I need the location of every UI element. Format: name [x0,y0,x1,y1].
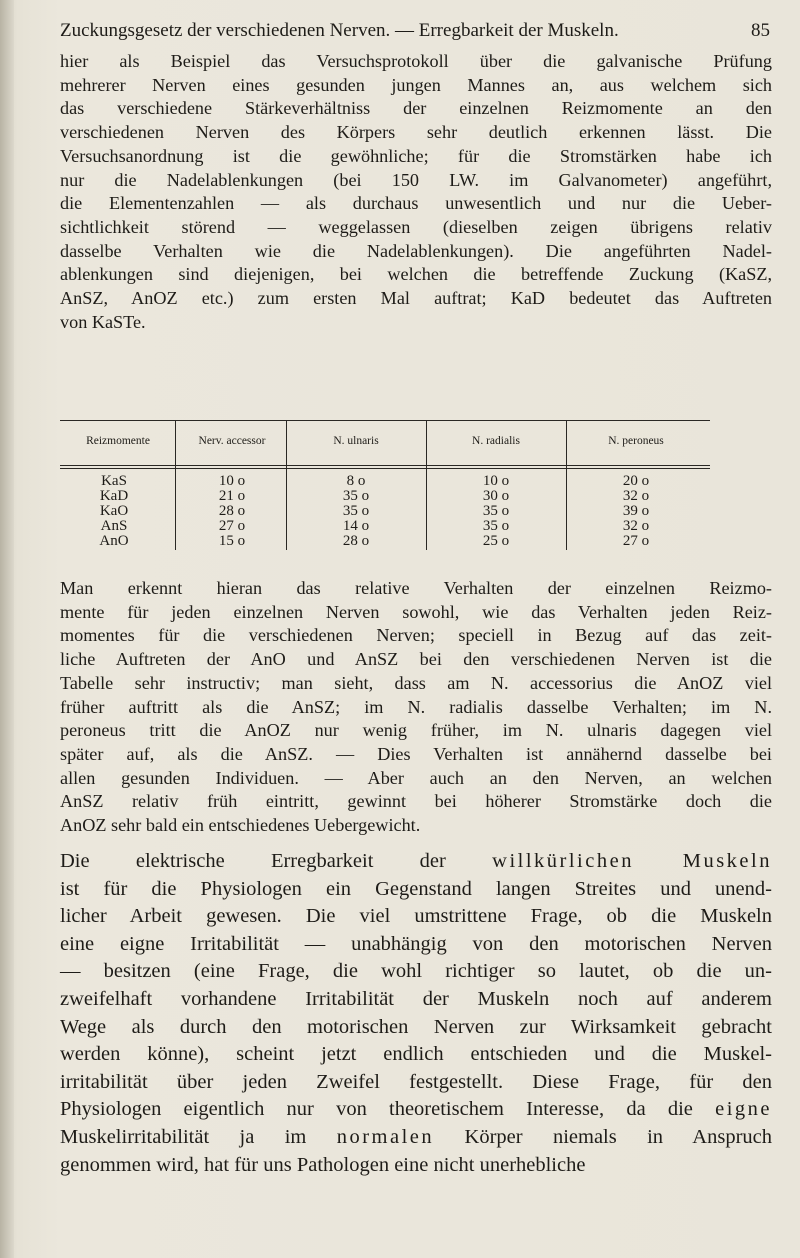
table-cell: 35 o [482,518,510,534]
text-line: — besitzen (eine Frage, die wohl richtiger so lautet, ob die un- [60,960,772,983]
text-line: die Elementenzahlen — als durchaus unwesentlich und nur die Ueber- [60,193,772,214]
table-cell: 39 o [622,503,650,519]
text-fragment: Körper niemals in Anspruch [434,1125,772,1148]
text-line: nur die Nadelablenkungen (bei 150 LW. im Galvanometer) angeführt, [60,169,772,190]
text-line: zweifelhaft vorhandene Irritabilität der Muskeln noch auf anderem [60,987,772,1010]
text-line: momentes für die verschiedenen Nerven; speciell in Bezug auf das zeit- [60,625,772,646]
table-cell: 15 o [218,533,246,549]
text-line [60,1124,772,1152]
text-line [60,848,772,876]
table-cell: 10 o [218,473,246,489]
running-header [60,20,770,42]
emphasized-text: eigne [715,1098,772,1121]
table-cell: 35 o [342,503,370,519]
table-cell: 35 o [482,503,510,519]
table-cell: KaD [99,488,129,504]
column-header: Reizmomente [86,435,150,447]
text-line: eine eigne Irritabilität — unabhängig von den motorischen Nerven [60,932,772,955]
column-header: N. radialis [472,435,520,447]
text-fragment: Die elektrische Erregbarkeit der [60,850,493,872]
table-cell: 27 o [622,533,650,549]
text-line: mente für jeden einzelnen Nerven sowohl, wie das Verhalten jeden Reiz- [60,601,772,622]
column-divider [175,420,176,550]
table-cell: AnS [100,518,128,534]
paragraph-analysis [60,577,772,838]
text-line: ablenkungen sind diejenigen, bei welchen die betreffende Zuckung (KaSZ, [60,264,772,285]
text-line: liche Auftreten der AnO und AnSZ bei den verschiedenen Nerven ist die [60,649,772,670]
text-line: mehrerer Nerven eines gesunden jungen Mannes an, aus welchem sich [60,74,772,95]
paragraph-muscle-excitability [60,848,772,1179]
column-divider [566,420,567,550]
text-line: dasselbe Verhalten wie die Nadelablenkungen). Die angeführten Nadel- [60,240,772,261]
text-line: früher auftritt als die AnSZ; im N. radialis dasselbe Verhalten; im N. [60,696,772,717]
text-line: von KaSTe. [60,311,146,332]
emphasized-text: normalen [336,1125,435,1148]
column-header: N. ulnaris [333,435,379,447]
column-header: N. peroneus [608,435,664,447]
text-line: verschiedenen Nerven des Körpers sehr deutlich erkennen lässt. Die [60,122,772,143]
table-cell: 30 o [482,488,510,504]
text-line: Man erkennt hieran das relative Verhalten der einzelnen Reizmo- [60,578,772,598]
text-line: licher Arbeit gewesen. Die viel umstrittene Frage, ob die Muskeln [60,905,772,928]
text-line: hier als Beispiel das Versuchsprotokoll über die galvanische Prüfung [60,51,772,71]
text-fragment: Muskelirritabilität ja im [60,1125,337,1148]
table-cell: 28 o [342,533,370,549]
text-line: das verschiedene Stärkeverhältniss der einzelnen Reizmomente an den [60,98,772,119]
text-line: AnSZ, AnOZ etc.) zum ersten Mal auftrat; KaD bedeutet das Auftreten [60,288,772,309]
table-cell: KaO [99,503,129,519]
emphasized-text: willkürlichen Muskeln [492,850,772,872]
text-line: genommen wird, hat für uns Pathologen eine nicht unerhebliche [60,1153,586,1176]
text-line: allen gesunden Individuen. — Aber auch an den Nerven, an welchen [60,767,772,788]
table-header-rule [60,465,710,469]
table-cell: 27 o [218,518,246,534]
table-cell: KaS [101,473,127,489]
table-cell: 8 o [346,473,366,489]
stimulus-table [60,420,710,550]
running-title: Zuckungsgesetz der verschiedenen Nerven. — Erregbarkeit der Muskeln. [60,20,619,41]
table-cell: 21 o [218,488,246,504]
text-line: Wege als durch den motorischen Nerven zur Wirksamkeit gebracht [60,1015,772,1038]
text-fragment: Physiologen eigentlich nur von theoretischem Interesse, da die [60,1098,716,1121]
table-cell: 14 o [342,518,370,534]
binding-edge [0,0,14,1258]
paragraph-intro [60,50,772,334]
column-header: Nerv. accessor [198,435,266,447]
column-divider [426,420,427,550]
text-line: ist für die Physiologen ein Gegenstand langen Streites und unend- [60,877,772,900]
text-line: später auf, als die AnSZ. — Dies Verhalten ist annähernd dasselbe bei [60,743,772,764]
text-line: peroneus tritt die AnOZ nur wenig früher, im N. ulnaris dagegen viel [60,720,772,741]
text-line: AnOZ sehr bald ein entschiedenes Uebergewicht. [60,815,421,836]
text-line [60,1096,772,1124]
column-divider [286,420,287,550]
table-cell: 28 o [218,503,246,519]
text-line: irritabilität über jeden Zweifel festgestellt. Diese Frage, für den [60,1070,772,1093]
page-number: 85 [751,20,770,41]
table-cell: 25 o [482,533,510,549]
text-line: sichtlichkeit störend — weggelassen (dieselben zeigen übrigens relativ [60,216,772,237]
table-cell: 32 o [622,518,650,534]
table-cell: 20 o [622,473,650,489]
table-cell: 10 o [482,473,510,489]
table-cell: 32 o [622,488,650,504]
table-cell: AnO [99,533,129,549]
text-line: AnSZ relativ früh eintritt, gewinnt bei höherer Stromstärke doch die [60,791,772,812]
text-line: werden könne), scheint jetzt endlich entschieden und die Muskel- [60,1043,772,1066]
text-line: Versuchsanordnung ist die gewöhnliche; für die Stromstärken habe ich [60,145,772,166]
text-line: Tabelle sehr instructiv; man sieht, dass am N. accessorius die AnOZ viel [60,672,772,693]
table-top-rule [60,420,710,421]
table-cell: 35 o [342,488,370,504]
